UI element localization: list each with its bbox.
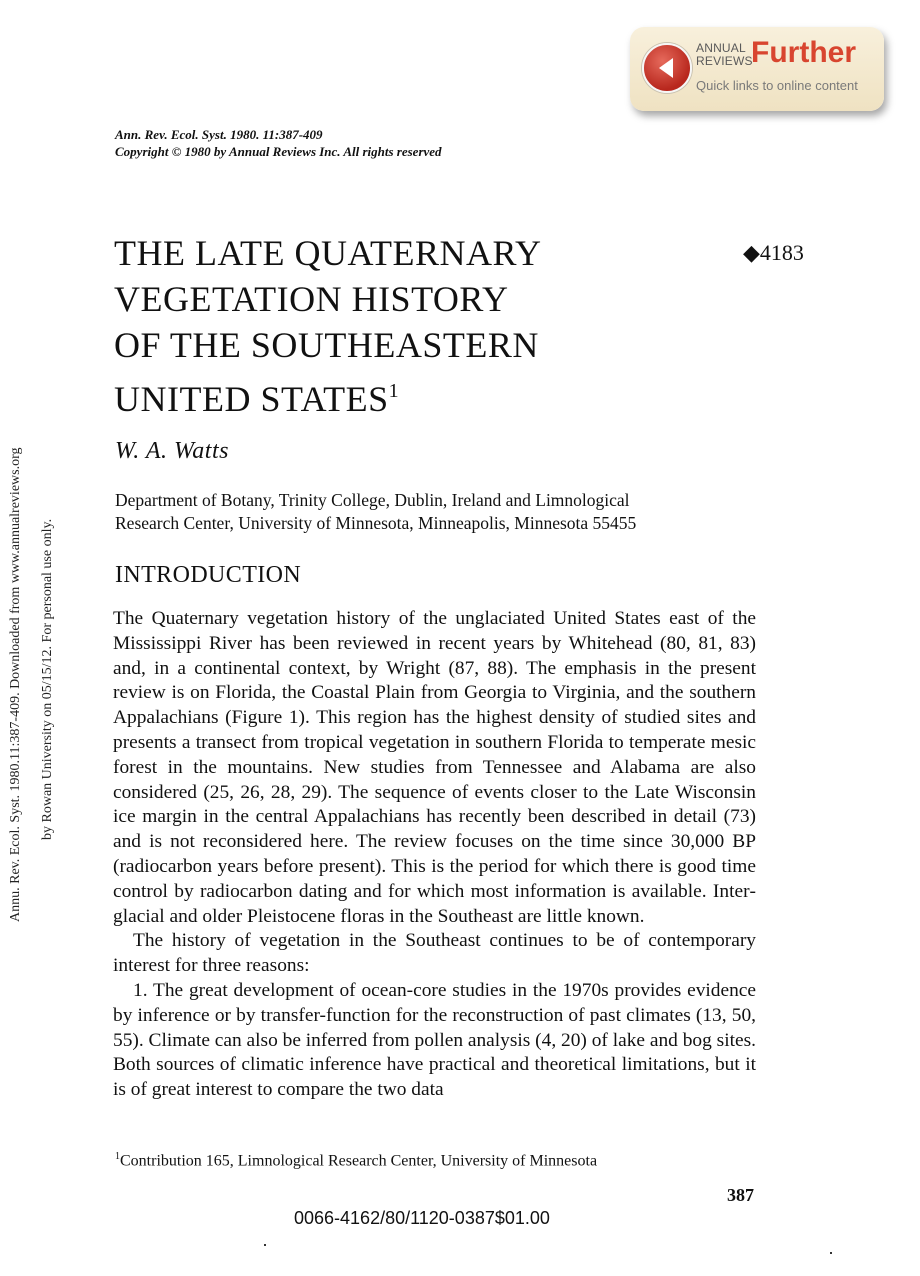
affiliation-line: Research Center, University of Minnesota, Minneapolis, Minnesota 55455 [115,513,637,533]
article-title [114,230,541,422]
download-stamp-line: by Rowan University on 05/15/12. For personal use only. [40,518,55,840]
paragraph: The history of vegetation in the Southeast continues to be of contemporary interest for three reasons: [113,930,756,977]
article-body [113,607,756,1103]
title-line: THE LATE QUATERNARY [114,233,542,273]
download-stamp-line: Annu. Rev. Ecol. Syst. 1980.11:387-409. Downloaded from www.annualreviews.org [8,447,23,922]
title-line: OF THE SOUTHEASTERN [114,325,539,365]
scan-speck [830,1252,832,1254]
citation-journal: Ann. Rev. Ecol. Syst. 1980. 11:387-409 [115,127,323,142]
citation-header [115,126,442,160]
title-footnote-mark[interactable]: 1 [388,380,400,402]
article-id: ◆4183 [743,240,804,265]
title-line: UNITED STATES$^1$ [114,379,400,419]
section-heading: INTRODUCTION [115,562,302,588]
article-code: 0066-4162/80/1120-0387$01.00 [294,1208,550,1228]
badge-brand: Further [751,36,856,69]
author-affiliation [115,489,735,535]
badge-annual-label: ANNUAL [696,41,746,55]
annual-reviews-further-badge[interactable] [630,27,884,111]
badge-reviews-label: REVIEWS [696,54,753,68]
affiliation-line: Department of Botany, Trinity College, Dublin, Ireland and Limnological [115,490,630,510]
paragraph: 1. The great development of ocean-core studies in the 1970s provides evidence by inference or by transfer-function for the reconstruction of past climates (13, 50, 55). Climate can also be inferred from pollen analysis (4, 20) of lake and bog sites. Both sources of climatic inference have practical and theoretical limitations, but it is of great interest to compare the two data [113,979,756,1101]
badge-tagline[interactable]: Quick links to online content [696,78,858,93]
title-line: VEGETATION HISTORY [114,279,509,319]
left-arrow-circle-icon[interactable] [642,43,692,93]
scan-speck [264,1244,266,1246]
author-name: W. A. Watts [115,438,229,464]
footnote [115,1151,597,1170]
footnote-mark: 1 [115,1151,120,1162]
paragraph: The Quaternary vegetation history of the unglaciated United States east of the Mississippi River has been reviewed in recent years by Whitehead (80, 81, 83) and, in a continental context, by Wright (87, 88). The emphasis in the present review is on Florida, the Coastal Plain from Georgia to Virginia, and the southern Appalachians (Figure 1). This region has the highest density of studied sites and presents a transect from tropical vegetation in southern Florida to temperate mesic forest in the mountains. New studies from Tennessee and Alabama are also considered (25, 26, 28, 29). The sequence of events closer to the Late Wisconsin ice margin in the central Appalachians has recently been described in detail (73) and is not reconsidered here. The review focuses on the time since 30,000 BP (radiocarbon years before present). This is the period for which there is good time control by radiocarbon dating and for which most information is available. Interglacial and older Pleistocene floras in the Southeast are little known. [113,608,756,927]
footnote-text: Contribution 165, Limnological Research Center, University of Minnesota [120,1152,598,1170]
page-number: 387 [727,1185,754,1205]
citation-copyright: Copyright © 1980 by Annual Reviews Inc. All rights reserved [115,144,442,159]
